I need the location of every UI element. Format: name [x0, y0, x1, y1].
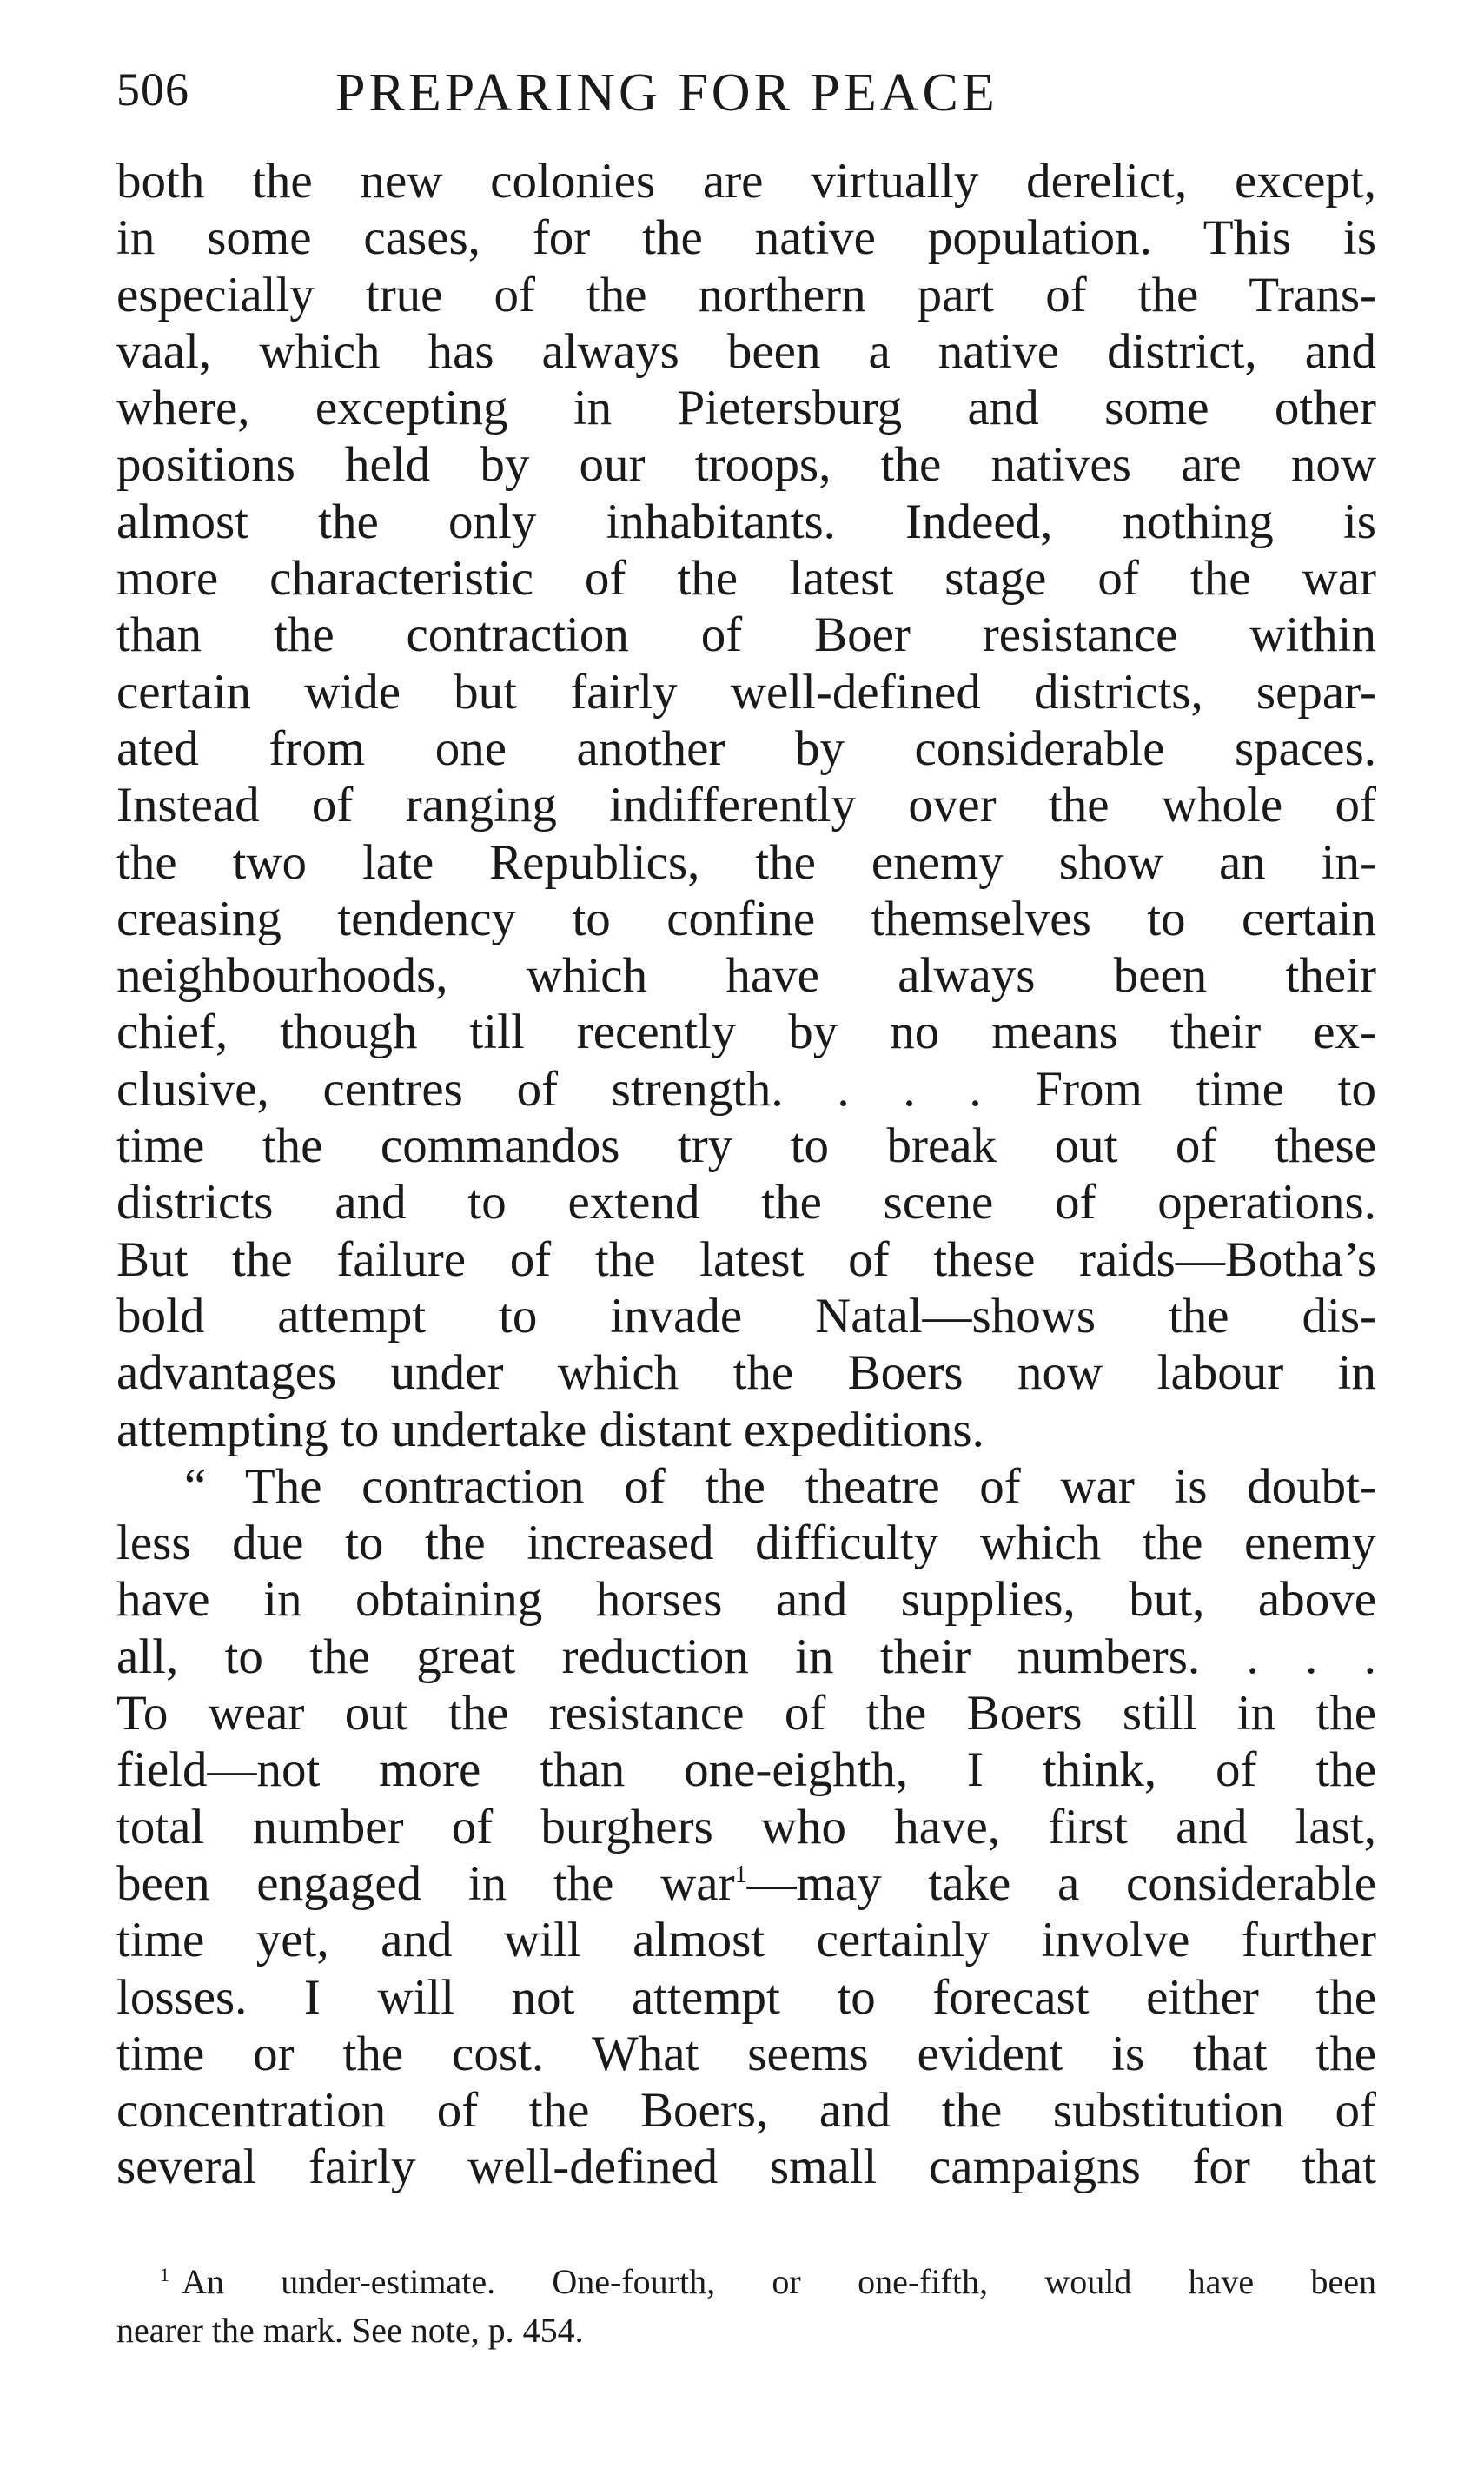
text-line: concentration of the Boers, and the substitution of: [116, 2083, 1376, 2139]
text-line: than the contraction of Boer resistance within: [116, 607, 1376, 663]
footnote-line: nearer the mark. See note, p. 454.: [116, 2311, 584, 2350]
text-line: neighbourhoods, which have always been their: [116, 948, 1376, 1004]
text-line: time yet, and will almost certainly involve further: [116, 1913, 1376, 1968]
text-line: But the failure of the latest of these raids—Botha’s: [116, 1231, 1376, 1287]
text-line: have in obtaining horses and supplies, but, above: [116, 1572, 1376, 1628]
text-line: time the commandos try to break out of these: [116, 1118, 1376, 1174]
text-segment: been engaged in the war: [116, 1855, 735, 1911]
text-line: both the new colonies are virtually derelict, except,: [116, 154, 1376, 209]
text-line: total number of burghers who have, first and last,: [116, 1799, 1376, 1854]
text-line: the two late Republics, the enemy show an in-: [116, 834, 1376, 890]
text-line: vaal, which has always been a native district, and: [116, 323, 1376, 379]
text-line: bold attempt to invade Natal—shows the dis-: [116, 1288, 1376, 1343]
running-head: [116, 63, 1376, 132]
text-line: clusive, centres of strength. . . . From time to: [116, 1061, 1376, 1117]
text-line: more characteristic of the latest stage of the war: [116, 551, 1376, 607]
footnote-text: An under-estimate. One-fourth, or one-fifth, would have been: [182, 2262, 1376, 2301]
text-line: less due to the increased difficulty which the enemy: [116, 1516, 1376, 1571]
text-line-with-footnote-ref: [116, 1855, 1376, 1912]
text-line: field—not more than one-eighth, I think, of the: [116, 1742, 1376, 1798]
footnote-ref: 1: [734, 1861, 747, 1888]
text-line: “ The contraction of the theatre of war is doubt-: [184, 1458, 1376, 1514]
footnote-line: [116, 2258, 1376, 2306]
text-line: in some cases, for the native population. This is: [116, 210, 1376, 266]
text-line: districts and to extend the scene of operations.: [116, 1175, 1376, 1231]
page-number: 506: [116, 63, 189, 116]
text-line: where, excepting in Pietersburg and some other: [116, 381, 1376, 436]
running-title: PREPARING FOR PEACE: [335, 63, 998, 123]
text-line: creasing tendency to confine themselves to certain: [116, 891, 1376, 946]
text-line: all, to the great reduction in their numbers. . . .: [116, 1629, 1376, 1684]
text-segment: —may take a considerable: [746, 1855, 1376, 1911]
body-text: [116, 153, 1376, 2196]
text-line: To wear out the resistance of the Boers still in the: [116, 1686, 1376, 1742]
text-line: several fairly well-defined small campaigns for that: [116, 2140, 1376, 2195]
text-line: advantages under which the Boers now labour in: [116, 1345, 1376, 1401]
text-line: losses. I will not attempt to forecast either the: [116, 1969, 1376, 2025]
text-line: ated from one another by considerable spaces.: [116, 720, 1376, 776]
footnote-marker: 1: [160, 2263, 169, 2286]
text-line: Instead of ranging indifferently over the whole of: [116, 778, 1376, 833]
text-line: almost the only inhabitants. Indeed, nothing is: [116, 494, 1376, 549]
text-line: attempting to undertake distant expeditions.: [116, 1402, 984, 1457]
footnotes: [116, 2258, 1376, 2355]
text-line: time or the cost. What seems evident is that the: [116, 2026, 1376, 2081]
text-line: chief, though till recently by no means their ex-: [116, 1005, 1376, 1060]
text-line: especially true of the northern part of the Trans-: [116, 267, 1376, 322]
text-line: certain wide but fairly well-defined districts, separ-: [116, 664, 1376, 720]
text-line: positions held by our troops, the natives are now: [116, 437, 1376, 493]
